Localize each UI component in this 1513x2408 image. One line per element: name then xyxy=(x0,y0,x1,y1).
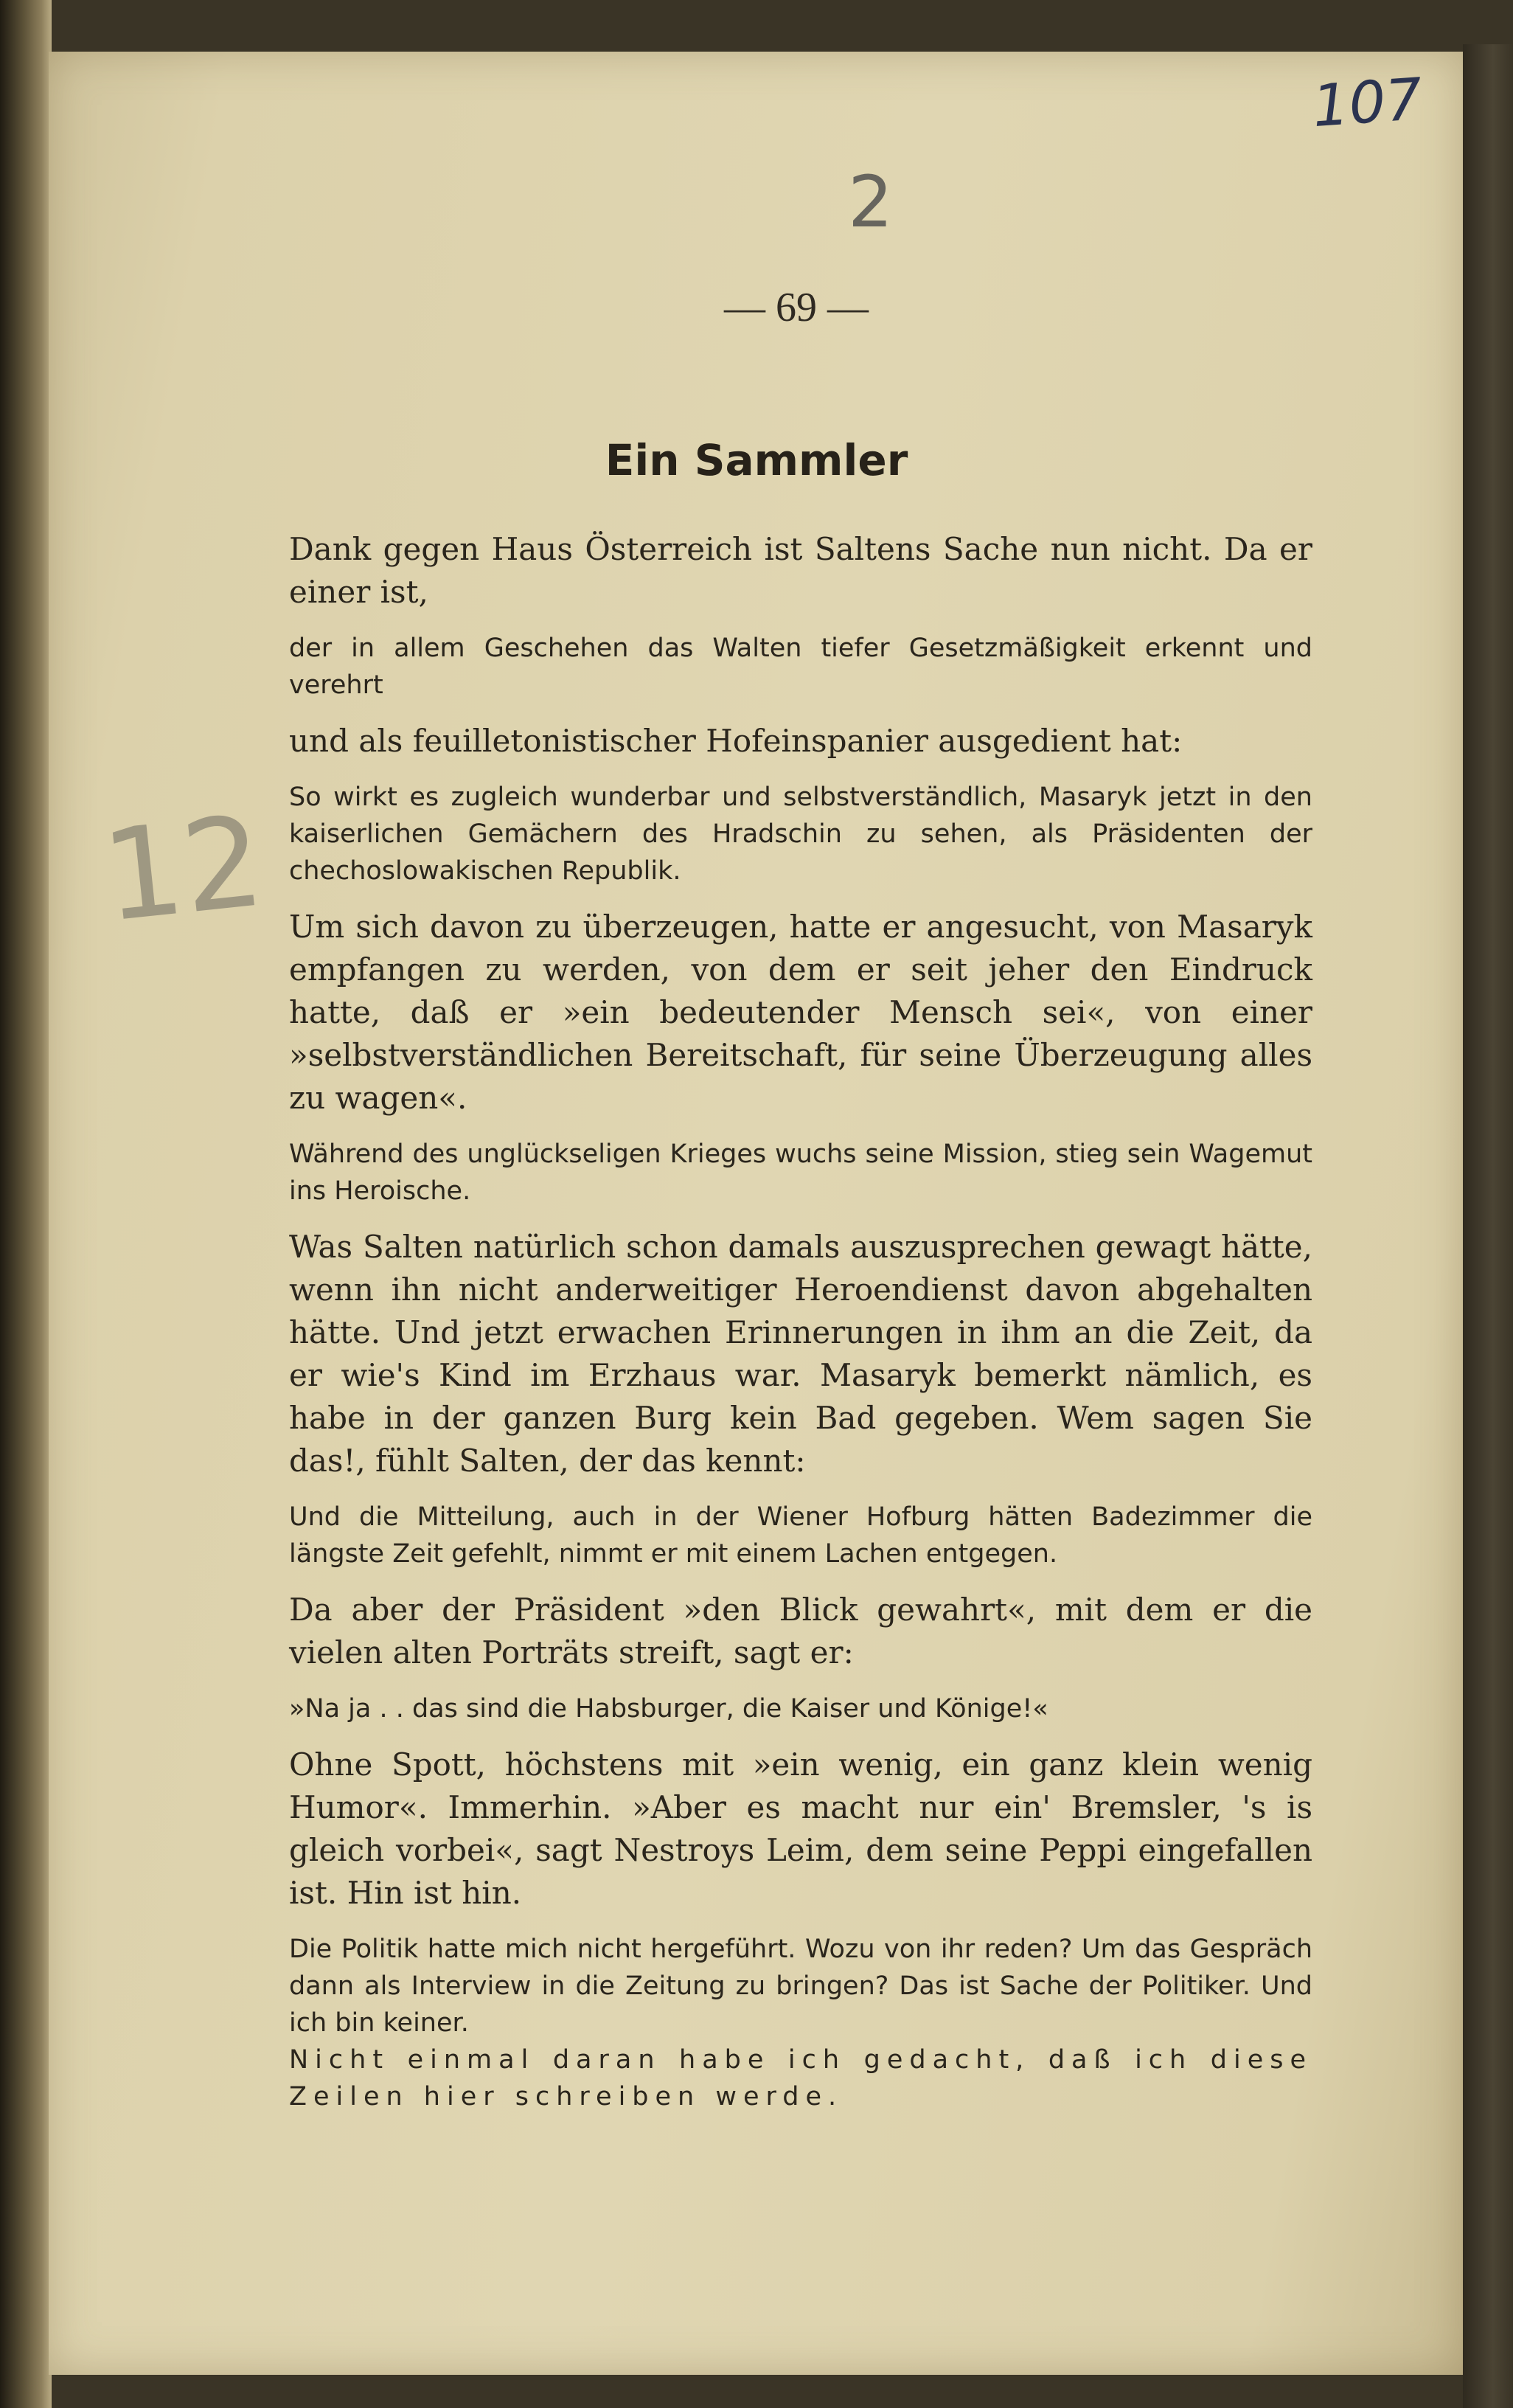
pencil-annotation-top: 2 xyxy=(848,161,894,243)
paragraph-2: der in allem Geschehen das Walten tiefer Gesetzmäßigkeit erkennt und verehrt xyxy=(289,634,1312,700)
paragraph-4: So wirkt es zugleich wunderbar und selbstverständlich, Masaryk jetzt in den kaiserlichen Gemächern des Hradschin zu sehen, als Präsidenten der chechoslowakischen Republik. xyxy=(289,783,1312,886)
paragraph-6: Während des unglückseligen Krieges wuchs seine Mission, stieg sein Wagemut ins Heroische. xyxy=(289,1139,1312,1206)
paragraph-3: und als feuilletonistischer Hofeinspanier ausgedient hat: xyxy=(289,723,1183,759)
paragraph-12: Die Politik hatte mich nicht hergeführt. Wozu von ihr reden? Um das Gespräch dann als Interview in die Zeitung zu bringen? Das ist Sache der Politiker. Und ich bin keiner. xyxy=(289,1935,1312,2038)
paragraph-11: Ohne Spott, höchstens mit »ein wenig, ein ganz klein wenig Humor«. Immerhin. »Aber es macht nur ein' Bremsler, 's is gleich vorbei«, sagt Nestroys Leim, dem seine Peppi eingefallen ist. Hin ist hin. xyxy=(289,1746,1312,1911)
paragraph-1: Dank gegen Haus Österreich ist Saltens Sache nun nicht. Da er einer ist, xyxy=(289,531,1312,610)
page-title: Ein Sammler xyxy=(605,435,908,485)
folio-annotation: 107 xyxy=(1310,66,1425,141)
paragraph-13: Nicht einmal daran habe ich gedacht, daß ich diese Zeilen hier schreiben werde. xyxy=(289,2045,1312,2112)
pencil-annotation-margin: 12 xyxy=(96,788,271,951)
paragraph-8: Und die Mitteilung, auch in der Wiener Hofburg hätten Badezimmer die längste Zeit gefehlt, nimmt er mit einem Lachen entgegen. xyxy=(289,1502,1312,1569)
paragraph-7: Was Salten natürlich schon damals auszusprechen gewagt hätte, wenn ihn nicht anderweitiger Heroendienst davon abgehalten hätte. Und jetzt erwachen Erinnerungen in ihm an die Zeit, da er wie's Kind im Erzhaus war. Masaryk bemerkt nämlich, es habe in der ganzen Burg kein Bad gegeben. Wem sagen Sie das!, fühlt Salten, der das kennt: xyxy=(289,1229,1312,1479)
paragraph-10: »Na ja . . das sind die Habsburger, die Kaiser und Könige!« xyxy=(289,1694,1048,1724)
book-edge xyxy=(1463,44,1513,2408)
book-spine xyxy=(0,0,52,2408)
page-number: — 69 — xyxy=(724,285,869,330)
paragraph-5: Um sich davon zu überzeugen, hatte er angesucht, von Masaryk empfangen zu werden, von dem er seit jeher den Eindruck hatte, daß er »ein bedeutender Mensch sei«, von einer »selbstverständlichen Bereitschaft, für seine Überzeugung alles zu wagen«. xyxy=(289,909,1312,1116)
body-text xyxy=(289,528,1312,2115)
paragraph-9: Da aber der Präsident »den Blick gewahrt«, mit dem er die vielen alten Porträts streift, sagt er: xyxy=(289,1592,1312,1670)
